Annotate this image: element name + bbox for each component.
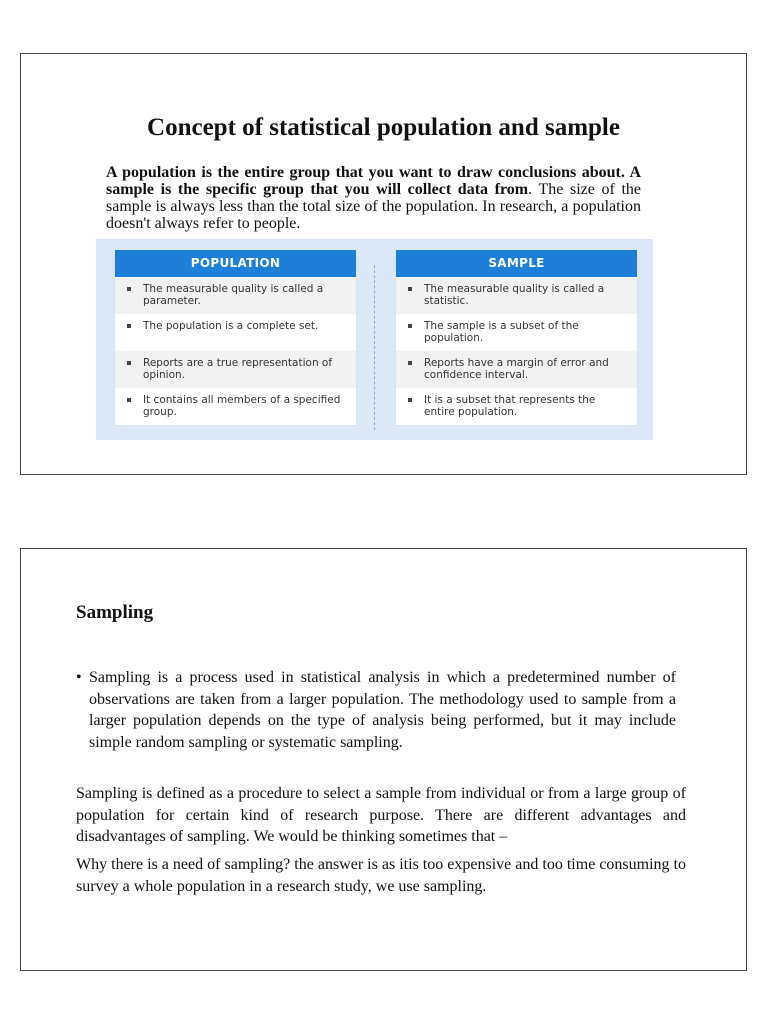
square-bullet-icon (127, 324, 131, 328)
comparison-figure (96, 239, 653, 440)
slide-population-sample (20, 53, 747, 475)
square-bullet-icon (127, 287, 131, 291)
sample-item: Reports have a margin of error and confidence interval. (396, 351, 637, 388)
body-paragraph: Sampling is defined as a procedure to select a sample from individual or from a large group of population for certain kind of research purpose. There are different advantages and disadvantages of sampling. We would be thinking sometimes that – (76, 785, 686, 845)
square-bullet-icon (127, 398, 131, 402)
population-item: The population is a complete set. (115, 314, 356, 351)
square-bullet-icon (408, 398, 412, 402)
intro-normal-text: . The size of the sample is always less than the total size of the population. In research, a population doesn't always refer to people. (106, 181, 641, 232)
section-heading: Sampling (76, 602, 154, 623)
square-bullet-icon (127, 361, 131, 365)
square-bullet-icon (408, 361, 412, 365)
slide-title: Concept of statistical population and sample (147, 114, 620, 141)
population-column (115, 250, 356, 425)
column-divider (374, 265, 375, 430)
intro-paragraph (106, 164, 641, 232)
sample-item: The sample is a subset of the population. (396, 314, 637, 351)
body-paragraph: Why there is a need of sampling? the answer is as itis too expensive and too time consuming to survey a whole population in a research study, we use sampling. (76, 856, 686, 895)
population-item: Reports are a true representation of opinion. (115, 351, 356, 388)
slide-sampling (20, 548, 747, 971)
intro-bold-text: A population is the entire group that you want to draw conclusions about. A sample is the specific group that you will collect data from (106, 164, 641, 198)
square-bullet-icon (408, 324, 412, 328)
sample-item: The measurable quality is called a statistic. (396, 277, 637, 314)
bullet-text: Sampling is a process used in statistical analysis in which a predetermined number of observations are taken from a larger population. The methodology used to sample from a larger population depends on the type of analysis being performed, but it may include simple random sampling or systematic sampling. (89, 669, 676, 751)
bullet-paragraph (76, 667, 676, 753)
bullet-icon: • (76, 669, 82, 686)
population-item: It contains all members of a specified group. (115, 388, 356, 425)
square-bullet-icon (408, 287, 412, 291)
sample-item: It is a subset that represents the entire population. (396, 388, 637, 425)
sample-header: SAMPLE (396, 250, 637, 277)
population-item: The measurable quality is called a parameter. (115, 277, 356, 314)
sample-column (396, 250, 637, 425)
population-header: POPULATION (115, 250, 356, 277)
